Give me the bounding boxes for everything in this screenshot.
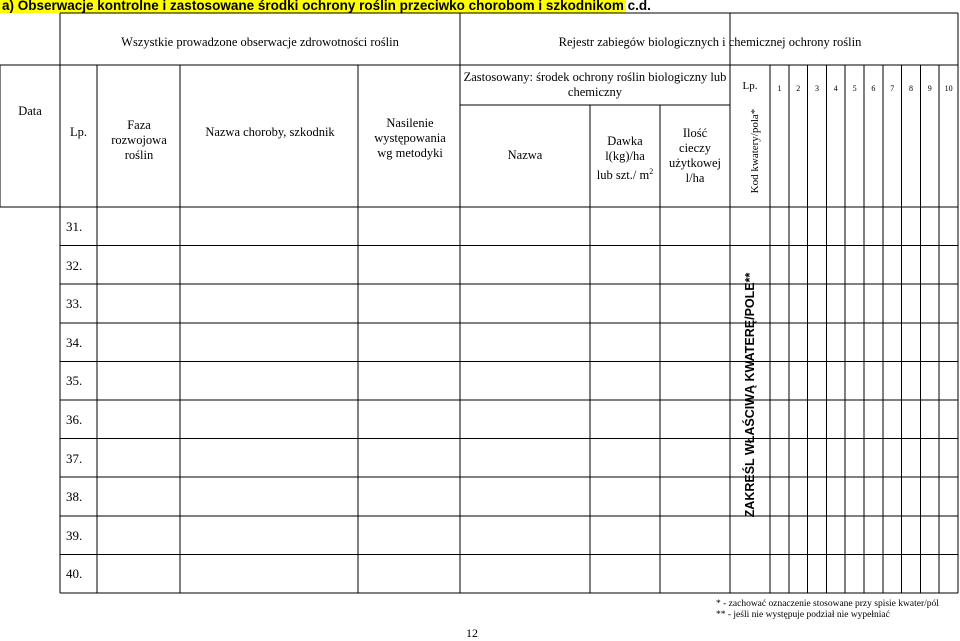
col-data-header: Data: [18, 104, 42, 118]
col-faza-header: Faza rozwojowa roślin: [111, 118, 167, 162]
lp-number: 5: [852, 84, 857, 93]
row-number: 39.: [66, 527, 83, 543]
lp-number: 10: [944, 84, 953, 93]
row-number: 33.: [66, 296, 83, 312]
group-right-header: Rejestr zabiegów biologicznych i chemicznej ochrony roślin: [558, 35, 862, 49]
lp-number: 9: [927, 84, 932, 93]
lp-number: 3: [814, 84, 819, 93]
page-title: a) Obserwacje kontrolne i zastosowane środki ochrony roślin przeciwko chorobom i szkodnikom c.d.: [2, 0, 651, 13]
lp-number: 2: [796, 84, 801, 93]
lp-number: 1: [777, 84, 782, 93]
col-ilosc-header: Ilość cieczy użytkowej l/ha: [668, 126, 722, 185]
row-number: 40.: [66, 566, 83, 582]
lp-number: 7: [890, 84, 895, 93]
row-number: 38.: [66, 489, 83, 505]
col-nazwa-header: Nazwa: [507, 148, 543, 162]
lp-number: 8: [908, 84, 913, 93]
zakresl-label: ZAKREŚL WŁAŚCIWĄ KWATERĘ/POLE**: [743, 272, 757, 518]
row-number: 35.: [66, 373, 83, 389]
col-dawka-header: Dawka l(kg)/ha lub szt./ $m^2$: [596, 134, 654, 183]
page-number: 12: [466, 626, 478, 640]
row-number: 36.: [66, 412, 83, 427]
row-number: 31.: [66, 219, 83, 234]
lp-number: 4: [833, 84, 838, 93]
lp-number: 6: [871, 84, 876, 93]
col-lp-header: Lp.: [69, 125, 87, 139]
col-nasilenie-header: Nasilenie występowania wg metodyki: [374, 116, 446, 160]
col-kod-header: Kod kwatery/pola*: [749, 108, 761, 194]
col-choroba-header: Nazwa choroby, szkodnik: [205, 125, 335, 139]
row-number: 34.: [66, 334, 83, 350]
footnote-2: ** - jeśli nie występuje podział nie wypełniać: [716, 610, 890, 620]
col-zastosowany-header: Zastosowany: środek ochrony roślin biologiczny lub chemiczny: [463, 70, 727, 99]
group-left-header: Wszystkie prowadzone obserwacje zdrowotności roślin: [121, 35, 399, 49]
col-lp2-header: Lp.: [742, 80, 758, 92]
row-number: 32.: [66, 257, 83, 273]
row-number: 37.: [66, 450, 83, 466]
footnote-1: * - zachować oznaczenie stosowane przy spisie kwater/pól: [716, 599, 939, 609]
